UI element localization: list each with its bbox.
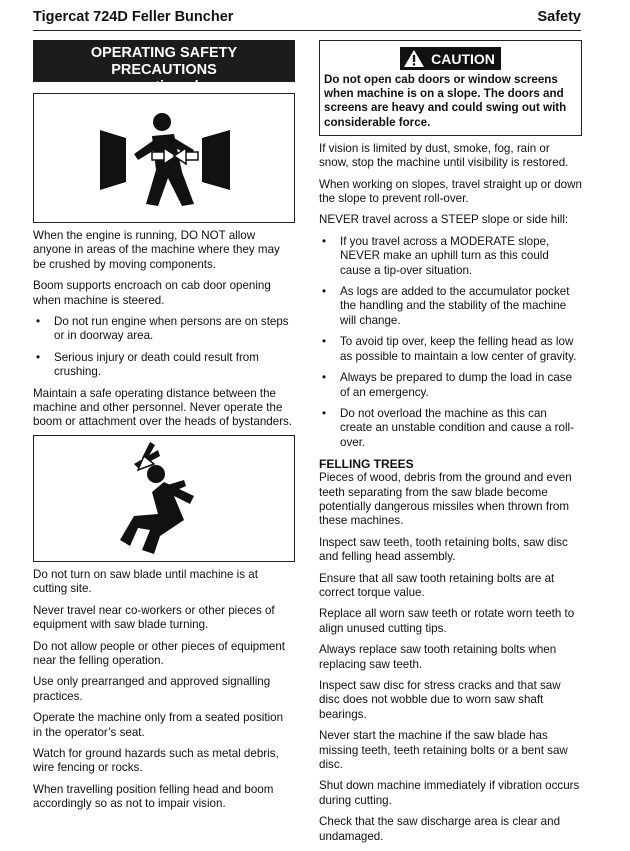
felling-trees-heading: FELLING TREES bbox=[319, 457, 414, 472]
paragraph: Use only prearranged and approved signalling practices. bbox=[33, 675, 271, 703]
slope-bullet-list bbox=[319, 235, 582, 450]
section-title-box bbox=[33, 40, 295, 95]
paragraph: When travelling position felling head and boom accordingly so as not to impair vision. bbox=[33, 782, 274, 811]
page-header bbox=[33, 9, 581, 29]
list-item: • Always be prepared to dump the load in case of an emergency. bbox=[319, 371, 582, 400]
paragraph: Check that the saw discharge area is clear and undamaged. bbox=[319, 815, 561, 843]
paragraph: Pieces of wood, debris from the ground and even teeth separating from the saw blade become potentially dangerous missiles when thrown from these machines. bbox=[319, 471, 572, 528]
paragraph: Never travel near co-workers or other pieces of equipment with saw blade turning. bbox=[33, 603, 275, 632]
warning-triangle-icon bbox=[403, 49, 425, 68]
paragraph: Shut down machine immediately if vibration occurs during cutting. bbox=[319, 779, 580, 807]
steep-slope-text: NEVER travel across a STEEP slope or side hill: bbox=[319, 213, 569, 227]
paragraph: Replace all worn saw teeth or rotate worn teeth to align unused cutting tips. bbox=[319, 607, 575, 635]
crush-hazard-icon bbox=[34, 94, 294, 222]
caution-label: CAUTION bbox=[431, 50, 495, 67]
caution-banner bbox=[400, 47, 501, 70]
left-column bbox=[33, 40, 295, 819]
section-title-line1: OPERATING SAFETY PRECAUTIONS bbox=[90, 45, 238, 78]
header-rule bbox=[33, 30, 581, 31]
visibility-text: If vision is limited by dust, smoke, fog, rain or snow, stop the machine until visibility is restored. bbox=[319, 141, 569, 170]
caution-box bbox=[319, 40, 582, 136]
list-item: • If you travel across a MODERATE slope, NEVER make an uphill turn as this could cause a tip-over situation. bbox=[319, 235, 582, 278]
caution-text: Do not open cab doors or window screens when machine is on a slope. The doors and screens are heavy and could swing out with considerable force. bbox=[324, 73, 567, 129]
paragraph: Always replace saw tooth retaining bolts when replacing saw teeth. bbox=[319, 643, 557, 671]
crush-bullet-list bbox=[33, 315, 295, 380]
paragraph: Ensure that all saw tooth retaining bolts are at correct torque value. bbox=[319, 571, 555, 599]
right-column bbox=[319, 40, 582, 851]
paragraph: Do not turn on saw blade until machine is at cutting site. bbox=[33, 567, 258, 596]
paragraph: Operate the machine only from a seated position in the operator’s seat. bbox=[33, 711, 284, 739]
crush-hazard-pictogram bbox=[33, 93, 295, 223]
list-item: • Do not run engine when persons are on steps or in doorway area. bbox=[33, 315, 295, 344]
manual-title: Tigercat 724D Feller Buncher bbox=[33, 9, 234, 25]
paragraph: Inspect saw disc for stress cracks and that saw disc does not wobble due to worn saw shaft bearings. bbox=[319, 679, 561, 721]
thrown-object-pictogram bbox=[33, 435, 295, 562]
list-item: • To avoid tip over, keep the felling head as low as possible to maintain a low center of gravity. bbox=[319, 335, 582, 364]
paragraph: Watch for ground hazards such as metal debris, wire fencing or rocks. bbox=[33, 746, 279, 775]
paragraph: Do not allow people or other pieces of equipment near the felling operation. bbox=[33, 639, 285, 667]
safe-distance-text: Maintain a safe operating distance between the machine and other personnel. Never operate the boom or attachment over the heads of bystanders. bbox=[33, 386, 293, 429]
section-title: Safety bbox=[537, 9, 581, 25]
boom-supports-text: Boom supports encroach on cab door opening when machine is steered. bbox=[33, 279, 271, 307]
thrown-object-icon bbox=[34, 436, 294, 561]
slope-text: When working on slopes, travel straight up or down the slope to prevent roll-over. bbox=[319, 177, 582, 206]
list-item: • Serious injury or death could result from crushing. bbox=[33, 351, 295, 380]
list-item: • As logs are added to the accumulator pocket the handling and the stability of the machine will change. bbox=[319, 285, 582, 328]
paragraph: Inspect saw teeth, tooth retaining bolts, saw disc and felling head assembly. bbox=[319, 535, 568, 564]
section-title-line2: continued bbox=[129, 79, 199, 95]
list-item: • Do not overload the machine as this can create an unstable condition and cause a roll-over. bbox=[319, 407, 582, 450]
crush-warning-text: When the engine is running, DO NOT allow anyone in areas of the machine where they may be crushed by moving components. bbox=[33, 229, 280, 271]
paragraph: Never start the machine if the saw blade has missing teeth, teeth retaining bolts or a bent saw disc. bbox=[319, 729, 568, 772]
